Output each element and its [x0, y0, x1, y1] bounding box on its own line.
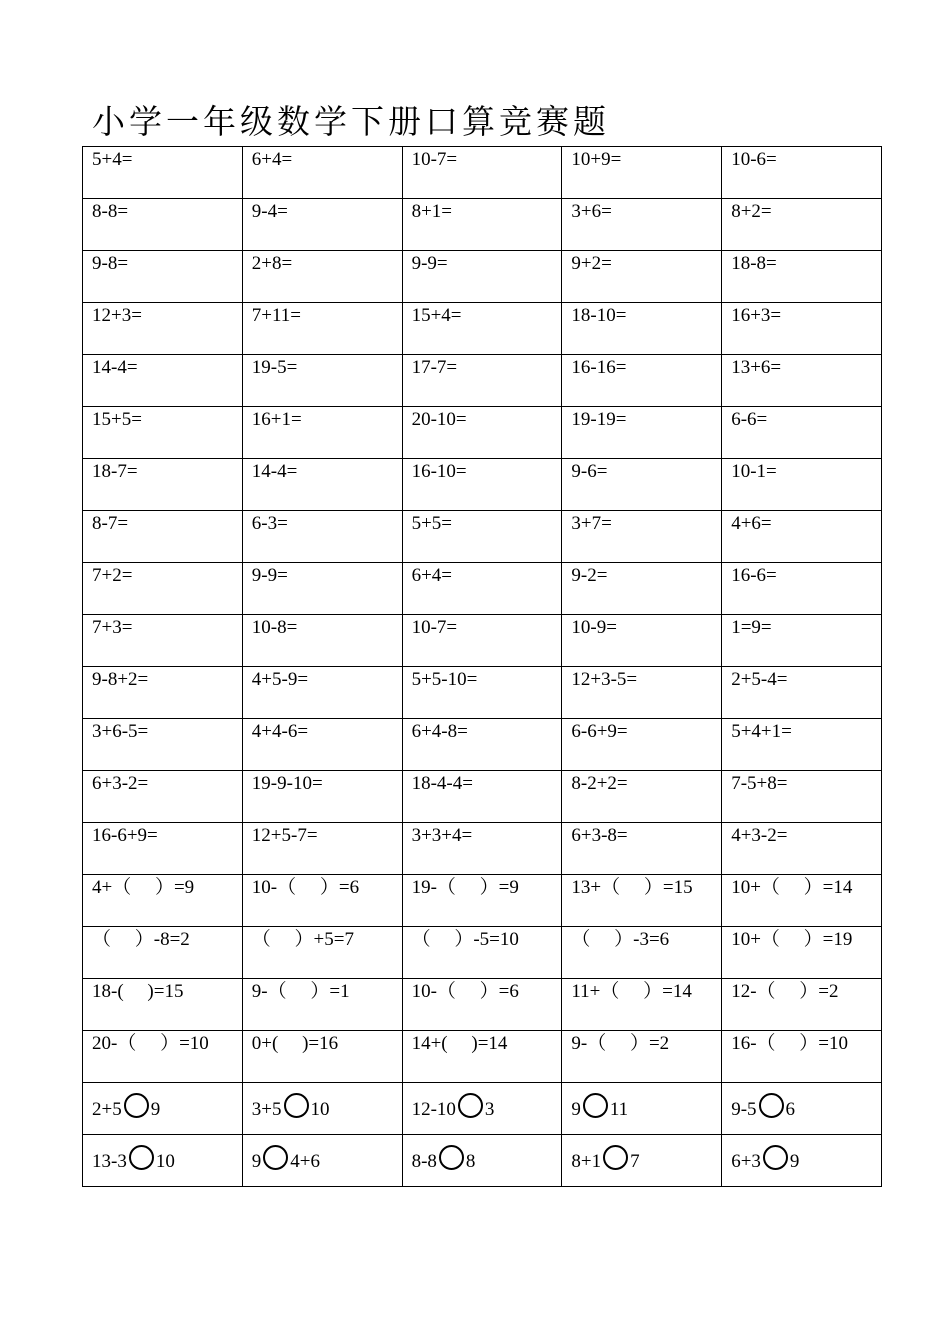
problem-cell: 12+3=: [83, 303, 243, 355]
compare-right: 10: [155, 1150, 175, 1172]
page-title: 小学一年级数学下册口算竞赛题: [92, 102, 610, 141]
problem-cell: 2+8=: [242, 251, 402, 303]
problem-cell: 12-（ ）=2: [722, 979, 882, 1031]
answer-circle-icon[interactable]: [129, 1145, 154, 1170]
problem-cell: 12+5-7=: [242, 823, 402, 875]
compare-left: 8+1: [571, 1150, 602, 1172]
compare-row: [83, 1083, 882, 1135]
problem-cell: 19-19=: [562, 407, 722, 459]
problem-cell: 16-6+9=: [83, 823, 243, 875]
problem-row: [83, 1031, 882, 1083]
problem-row: [83, 147, 882, 199]
problem-cell: 8-2+2=: [562, 771, 722, 823]
answer-circle-icon[interactable]: [583, 1093, 608, 1118]
problem-cell: 16-10=: [402, 459, 562, 511]
problem-cell: 20-（ ）=10: [83, 1031, 243, 1083]
compare-left: 2+5: [92, 1098, 122, 1120]
problem-cell: 0+( )=16: [242, 1031, 402, 1083]
arithmetic-worksheet-table: [82, 146, 882, 1187]
problem-cell: 18-7=: [83, 459, 243, 511]
problem-cell: 9-9=: [402, 251, 562, 303]
compare-left: 6+3: [731, 1150, 761, 1172]
compare-right: 3: [484, 1098, 495, 1120]
problem-cell: 16-16=: [562, 355, 722, 407]
problem-cell: 7+3=: [83, 615, 243, 667]
problem-cell: 14+( )=14: [402, 1031, 562, 1083]
compare-expression: [731, 1149, 799, 1175]
problem-row: [83, 563, 882, 615]
compare-right: 11: [609, 1098, 629, 1120]
answer-circle-icon[interactable]: [124, 1093, 149, 1118]
problem-cell: 3+6=: [562, 199, 722, 251]
answer-circle-icon[interactable]: [458, 1093, 483, 1118]
problem-cell: 11+（ ）=14: [562, 979, 722, 1031]
problem-cell: 5+5-10=: [402, 667, 562, 719]
problem-cell: 14-4=: [83, 355, 243, 407]
compare-left: 3+5: [251, 1098, 282, 1120]
problem-cell: 15+4=: [402, 303, 562, 355]
answer-circle-icon[interactable]: [439, 1145, 464, 1170]
problem-row: [83, 303, 882, 355]
answer-circle-icon[interactable]: [603, 1145, 628, 1170]
problem-cell: 16+1=: [242, 407, 402, 459]
problem-cell: （ ）-3=6: [562, 927, 722, 979]
problem-cell: 6-6+9=: [562, 719, 722, 771]
problem-cell: 6+4-8=: [402, 719, 562, 771]
compare-cell: [562, 1135, 722, 1187]
compare-left: 12-10: [411, 1098, 456, 1120]
problem-cell: 3+3+4=: [402, 823, 562, 875]
problem-cell: 10+9=: [562, 147, 722, 199]
answer-circle-icon[interactable]: [284, 1093, 309, 1118]
compare-expression: [92, 1149, 175, 1175]
problem-cell: 10-9=: [562, 615, 722, 667]
problem-cell: 17-7=: [402, 355, 562, 407]
problem-cell: 9-8+2=: [83, 667, 243, 719]
problem-cell: 13+6=: [722, 355, 882, 407]
compare-expression: [731, 1097, 795, 1123]
problem-cell: 8+2=: [722, 199, 882, 251]
problem-cell: 9-（ ）=1: [242, 979, 402, 1031]
problem-cell: 5+4+1=: [722, 719, 882, 771]
problem-cell: 8-7=: [83, 511, 243, 563]
compare-cell: [83, 1135, 243, 1187]
compare-left: 9: [571, 1098, 581, 1120]
compare-right: 9: [150, 1098, 161, 1120]
problem-cell: 3+7=: [562, 511, 722, 563]
compare-expression: [252, 1149, 320, 1175]
problem-cell: 16-（ ）=10: [722, 1031, 882, 1083]
problem-cell: 1=9=: [722, 615, 882, 667]
compare-cell: [722, 1135, 882, 1187]
problem-cell: 16-6=: [722, 563, 882, 615]
problem-cell: 10-1=: [722, 459, 882, 511]
compare-left: 13-3: [92, 1150, 127, 1172]
problem-row: [83, 875, 882, 927]
problem-row: [83, 199, 882, 251]
problem-row: [83, 979, 882, 1031]
problem-cell: 19-9-10=: [242, 771, 402, 823]
compare-cell: [402, 1083, 562, 1135]
problem-cell: 7+11=: [242, 303, 402, 355]
compare-expression: [412, 1149, 476, 1175]
problem-cell: 2+5-4=: [722, 667, 882, 719]
problem-cell: 6-3=: [242, 511, 402, 563]
problem-cell: 9-6=: [562, 459, 722, 511]
compare-expression: [571, 1149, 639, 1175]
problem-row: [83, 407, 882, 459]
problem-row: [83, 771, 882, 823]
problem-cell: 14-4=: [242, 459, 402, 511]
compare-right: 6: [785, 1098, 796, 1120]
answer-circle-icon[interactable]: [263, 1145, 288, 1170]
compare-row: [83, 1135, 882, 1187]
problem-cell: 10-8=: [242, 615, 402, 667]
compare-cell: [402, 1135, 562, 1187]
problem-row: [83, 459, 882, 511]
problem-cell: 10-6=: [722, 147, 882, 199]
problem-cell: （ ）+5=7: [242, 927, 402, 979]
problem-cell: 10+（ ）=19: [722, 927, 882, 979]
compare-cell: [242, 1083, 402, 1135]
problem-row: [83, 667, 882, 719]
problem-cell: 7+2=: [83, 563, 243, 615]
problem-cell: 4+6=: [722, 511, 882, 563]
problem-cell: 18-8=: [722, 251, 882, 303]
problem-cell: 7-5+8=: [722, 771, 882, 823]
problem-row: [83, 615, 882, 667]
problem-cell: 18-4-4=: [402, 771, 562, 823]
compare-expression: [571, 1097, 628, 1123]
problem-cell: 19-（ ）=9: [402, 875, 562, 927]
problem-cell: 9+2=: [562, 251, 722, 303]
problem-cell: 10+（ ）=14: [722, 875, 882, 927]
problem-cell: （ ）-5=10: [402, 927, 562, 979]
compare-right: 10: [310, 1098, 330, 1120]
compare-left: 8-8: [411, 1150, 437, 1172]
problem-cell: （ ）-8=2: [83, 927, 243, 979]
problem-cell: 5+5=: [402, 511, 562, 563]
compare-right: 4+6: [290, 1150, 321, 1172]
problem-cell: 4+3-2=: [722, 823, 882, 875]
problem-cell: 9-9=: [242, 563, 402, 615]
problem-row: [83, 719, 882, 771]
answer-circle-icon[interactable]: [759, 1093, 784, 1118]
problem-cell: 3+6-5=: [83, 719, 243, 771]
compare-left: 9-5: [731, 1098, 757, 1120]
problem-cell: 10-7=: [402, 615, 562, 667]
problem-cell: 8+1=: [402, 199, 562, 251]
compare-expression: [412, 1097, 495, 1123]
problem-row: [83, 355, 882, 407]
compare-right: 8: [465, 1150, 476, 1172]
problem-cell: 18-( )=15: [83, 979, 243, 1031]
compare-right: 7: [630, 1150, 640, 1172]
problem-cell: 15+5=: [83, 407, 243, 459]
problem-cell: 6+4=: [402, 563, 562, 615]
problem-cell: 4+4-6=: [242, 719, 402, 771]
problem-cell: 5+4=: [83, 147, 243, 199]
problem-row: [83, 823, 882, 875]
problem-row: [83, 511, 882, 563]
problem-cell: 10-（ ）=6: [242, 875, 402, 927]
problem-cell: 4+（ ）=9: [83, 875, 243, 927]
problem-cell: 9-2=: [562, 563, 722, 615]
problem-cell: 19-5=: [242, 355, 402, 407]
problem-cell: 6+3-2=: [83, 771, 243, 823]
compare-cell: [242, 1135, 402, 1187]
compare-left: 9: [251, 1150, 262, 1172]
compare-cell: [83, 1083, 243, 1135]
compare-cell: [562, 1083, 722, 1135]
problem-cell: 10-7=: [402, 147, 562, 199]
problem-cell: 20-10=: [402, 407, 562, 459]
problem-cell: 6+3-8=: [562, 823, 722, 875]
problem-cell: 8-8=: [83, 199, 243, 251]
problem-cell: 10-（ ）=6: [402, 979, 562, 1031]
problem-cell: 9-（ ）=2: [562, 1031, 722, 1083]
problem-row: [83, 927, 882, 979]
problem-cell: 9-4=: [242, 199, 402, 251]
problem-cell: 12+3-5=: [562, 667, 722, 719]
answer-circle-icon[interactable]: [763, 1145, 788, 1170]
problem-cell: 9-8=: [83, 251, 243, 303]
problem-cell: 16+3=: [722, 303, 882, 355]
problem-cell: 6-6=: [722, 407, 882, 459]
compare-expression: [92, 1097, 160, 1123]
problem-cell: 4+5-9=: [242, 667, 402, 719]
worksheet-body: [83, 147, 882, 1187]
compare-right: 9: [789, 1150, 800, 1172]
problem-row: [83, 251, 882, 303]
problem-cell: 6+4=: [242, 147, 402, 199]
compare-expression: [252, 1097, 330, 1123]
problem-cell: 18-10=: [562, 303, 722, 355]
problem-cell: 13+（ ）=15: [562, 875, 722, 927]
compare-cell: [722, 1083, 882, 1135]
